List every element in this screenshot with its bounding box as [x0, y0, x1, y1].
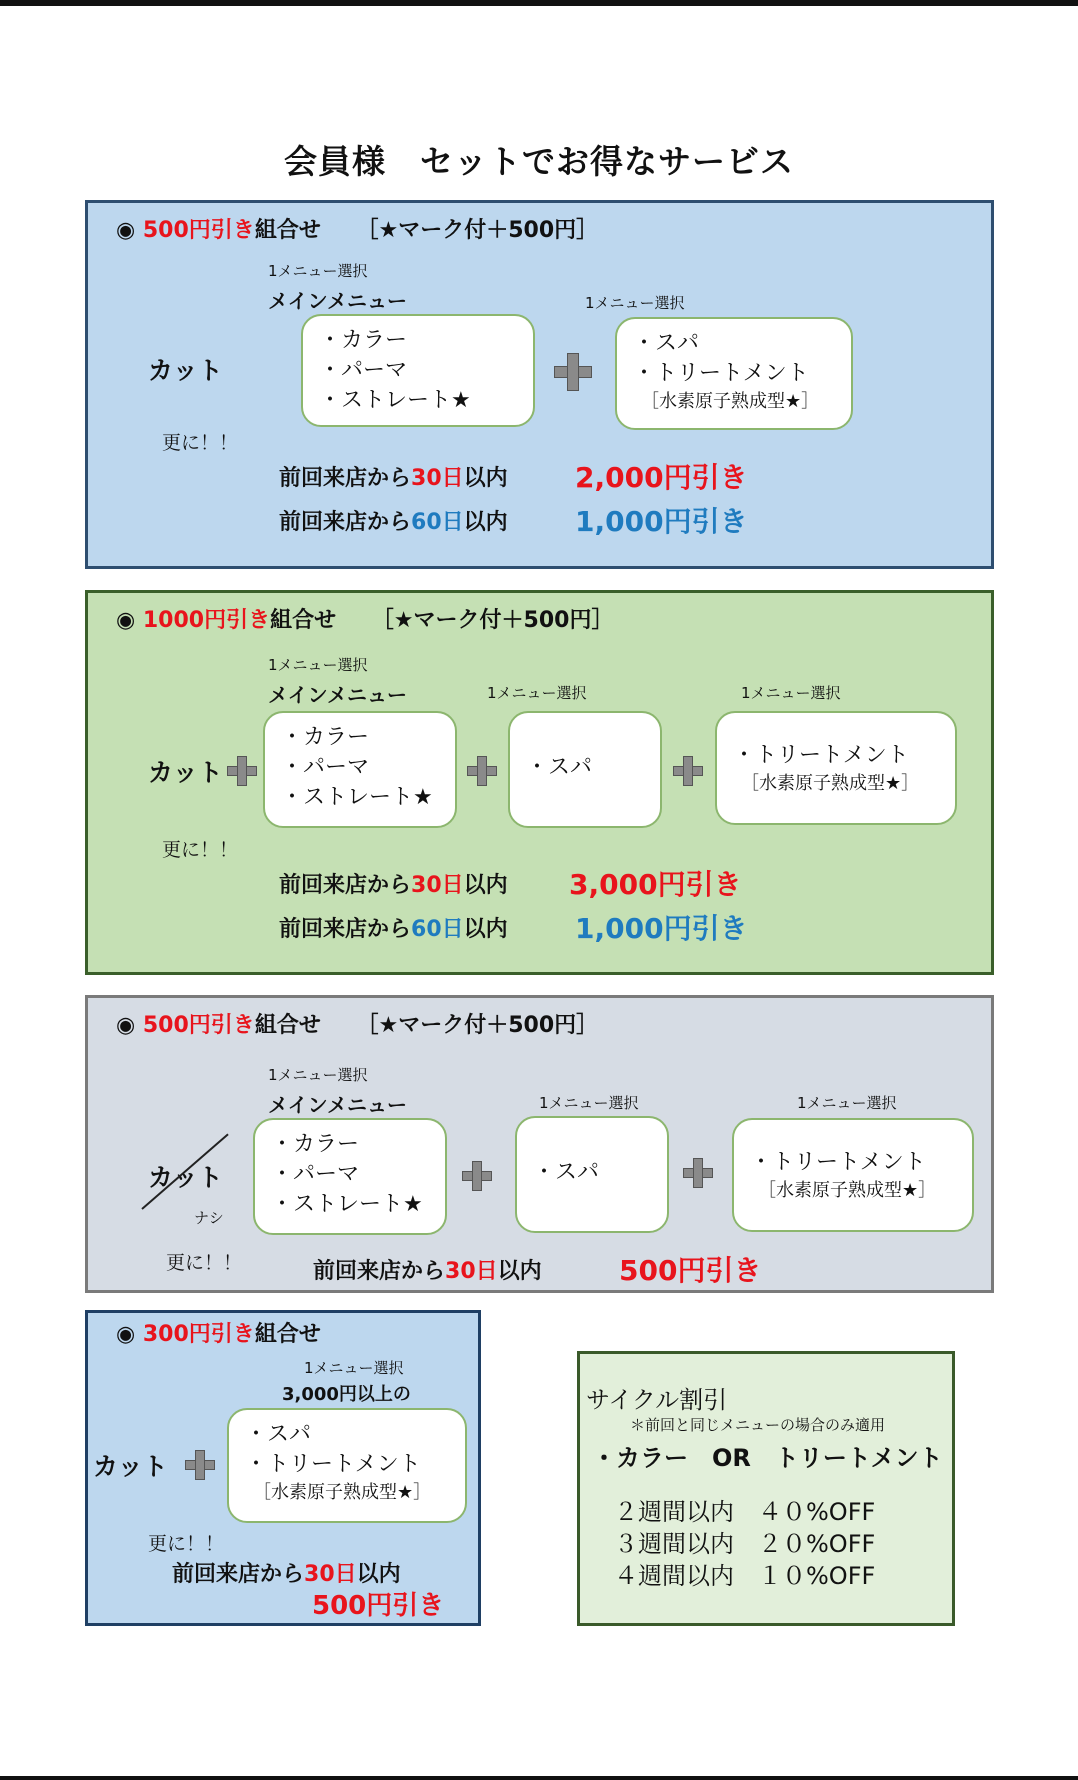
cycle-row: ２週間以内 ４０%OFF [614, 1498, 876, 1526]
cut-label: カット [148, 758, 223, 787]
condition-row: 前回来店から30日以内 [172, 1562, 401, 1587]
combo-label: 組合せ [254, 1013, 321, 1038]
discount-value: 3,000円引き [569, 868, 742, 901]
bullet-icon: ◉ [116, 1322, 136, 1347]
section-discount: 1000円引き [142, 608, 271, 633]
menu-item: ・ストレート★ [271, 1192, 423, 1217]
sarani-label: 更に！！ [162, 839, 239, 861]
menu-item: ・パーマ [281, 755, 370, 780]
cycle-row: ３週間以内 ２０%OFF [614, 1530, 876, 1558]
one-menu-note: 1メニュー選択 [741, 684, 841, 702]
cycle-applies: ・カラー OR トリートメント [592, 1444, 943, 1472]
one-menu-note: 1メニュー選択 [268, 656, 368, 674]
plus-icon [554, 353, 592, 391]
bullet-icon: ◉ [116, 1013, 136, 1038]
discount-value: 1,000円引き [575, 912, 748, 945]
plus-icon [683, 1158, 713, 1188]
top-border [0, 0, 1078, 6]
treatment-box [732, 1118, 974, 1232]
menu-item: ・トリートメント [633, 361, 809, 386]
bullet-icon: ◉ [116, 218, 136, 243]
spa-box [508, 711, 662, 828]
cycle-row: ４週間以内 １０%OFF [614, 1562, 876, 1590]
one-menu-note: 1メニュー選択 [539, 1094, 639, 1112]
page-title: 会員様 セットでお得なサービス [284, 142, 794, 181]
set-section-2 [85, 590, 994, 975]
main-menu-box [263, 711, 457, 828]
condition-row: 前回来店から30日以内 [279, 873, 508, 898]
set-section-4 [85, 1310, 481, 1626]
treatment-note: ［水素原子熟成型★］ [741, 773, 920, 794]
cut-label: カット [148, 356, 223, 385]
main-menu-label: メインメニュー [268, 1093, 407, 1117]
sarani-label: 更に！！ [162, 432, 239, 454]
main-menu-box [301, 314, 535, 427]
spa-box [515, 1116, 669, 1233]
star-note: ［★マーク付＋500円］ [356, 218, 599, 243]
discount-value: 2,000円引き [575, 461, 748, 494]
cut-label: カット [148, 1163, 223, 1192]
discount-value: 1,000円引き [575, 505, 748, 538]
cycle-note: ＊前回と同じメニューの場合のみ適用 [630, 1416, 886, 1434]
treatment-note: ［水素原子熟成型★］ [758, 1180, 937, 1201]
menu-item: ・ストレート★ [319, 388, 471, 413]
menu-item: ・パーマ [271, 1162, 360, 1187]
set-section-3 [85, 995, 994, 1293]
cut-label: カット [93, 1452, 168, 1481]
sarani-label: 更に！！ [148, 1533, 225, 1555]
treatment-note: ［水素原子熟成型★］ [253, 1482, 432, 1503]
menu-item: ・トリートメント [733, 743, 909, 768]
one-menu-note: 1メニュー選択 [585, 294, 685, 312]
section-heading [116, 213, 598, 244]
treatment-note: ［水素原子熟成型★］ [641, 391, 820, 412]
one-menu-note: 1メニュー選択 [487, 684, 587, 702]
plus-icon [185, 1450, 215, 1480]
plus-icon [462, 1161, 492, 1191]
discount-value: 500円引き [312, 1591, 445, 1621]
condition-row: 前回来店から60日以内 [279, 917, 508, 942]
star-note: ［★マーク付＋500円］ [371, 608, 614, 633]
plus-icon [467, 756, 497, 786]
condition-row: 前回来店から30日以内 [313, 1259, 542, 1284]
one-menu-note: 1メニュー選択 [797, 1094, 897, 1112]
menu-item: ・トリートメント [245, 1452, 421, 1477]
one-menu-note: 1メニュー選択 [304, 1359, 404, 1377]
menu-item: ・カラー [271, 1132, 360, 1157]
cut-none-note: ナシ [194, 1209, 224, 1227]
spa-treatment-box [227, 1408, 467, 1523]
section-discount: 300円引き [142, 1322, 255, 1347]
bottom-border [0, 1776, 1078, 1780]
condition-row: 前回来店から60日以内 [279, 510, 508, 535]
section-discount: 500円引き [142, 1013, 255, 1038]
section-discount: 500円引き [142, 218, 255, 243]
menu-item: ・スパ [533, 1160, 600, 1185]
menu-item: ・スパ [526, 755, 593, 780]
one-menu-note: 1メニュー選択 [268, 262, 368, 280]
section-heading [116, 603, 613, 634]
section-heading [116, 1008, 598, 1039]
main-menu-label: メインメニュー [268, 289, 407, 313]
one-menu-note: 1メニュー選択 [268, 1066, 368, 1084]
menu-item: ・パーマ [319, 358, 408, 383]
treatment-box [715, 711, 957, 825]
menu-item: ・カラー [281, 725, 370, 750]
menu-item: ・スパ [245, 1422, 312, 1447]
combo-label: 組合せ [254, 1322, 321, 1347]
main-menu-label: メインメニュー [268, 683, 407, 707]
discount-value: 500円引き [619, 1254, 762, 1287]
cycle-discount-section [577, 1351, 955, 1626]
cycle-title: サイクル割引 [586, 1386, 728, 1414]
set-section-1 [85, 200, 994, 569]
menu-item: ・スパ [633, 331, 700, 356]
spa-treatment-box [615, 317, 853, 430]
combo-label: 組合せ [254, 218, 321, 243]
star-note: ［★マーク付＋500円］ [356, 1013, 599, 1038]
section-heading [116, 1317, 321, 1348]
menu-item: ・ストレート★ [281, 785, 433, 810]
menu-item: ・カラー [319, 328, 408, 353]
plus-icon [673, 756, 703, 786]
cycle-rows [614, 1496, 875, 1592]
bullet-icon: ◉ [116, 608, 136, 633]
main-menu-box [253, 1118, 447, 1235]
menu-item: ・トリートメント [750, 1150, 926, 1175]
sarani-label: 更に！！ [166, 1252, 243, 1274]
condition-row: 前回来店から30日以内 [279, 466, 508, 491]
combo-label: 組合せ [270, 608, 337, 633]
plus-icon [227, 756, 257, 786]
min-price-note: 3,000円以上の [282, 1384, 411, 1405]
